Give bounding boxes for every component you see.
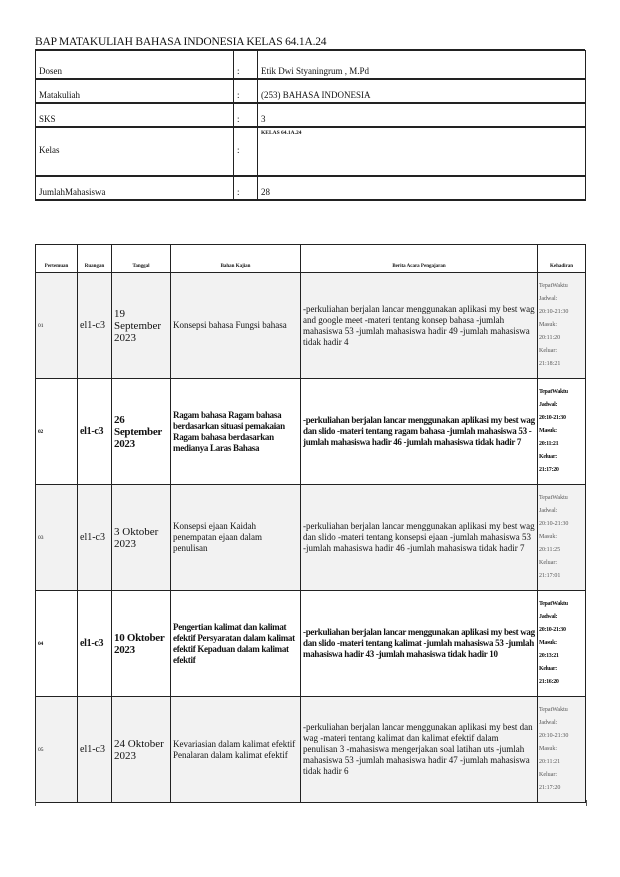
attendance-line: 21:16:20 [539, 679, 559, 685]
teaching-report: -perkuliahan berjalan lancar menggunakan aplikasi my best wag and google meet -materi tentang konsep bahasa -jumlah mahasiswa 53 -jumlah mahasiswa hadir 49 -jumlah mahasiswa tidak hadir 4 [301, 273, 538, 379]
attendance-line: Jadwal: [539, 508, 558, 514]
attendance-line: 20:13:21 [539, 653, 559, 659]
attendance-line: Jadwal: [539, 614, 558, 620]
info-label: Dosen [36, 51, 234, 79]
attendance-line: Masuk: [539, 746, 557, 752]
teaching-report: -perkuliahan berjalan lancar menggunakan aplikasi my best dan wag -materi tentang kalimat dan kalimat efektif dalam penulisan 3 -mahasiswa mengerjakan soal latihan uts -jumlah mahasiswa 53 -jumlah mahasiswa hadir 47 -jumlah mahasiswa tidak hadir 6 [301, 697, 538, 803]
meeting-number: 05 [36, 697, 78, 803]
teaching-report: -perkuliahan berjalan lancar menggunakan aplikasi my best wag dan slido -materi tentang ragam bahasa -jumlah mahasiswa 53 -jumlah mahasiswa hadir 46 -jumlah mahasiswa tidak hadir 7 [301, 379, 538, 485]
attendance [538, 697, 586, 803]
header-tanggal: Tanggal [112, 245, 171, 273]
table-row [36, 379, 586, 485]
attendance-line: 20:10-21:30 [539, 309, 569, 315]
table-header-row [36, 245, 586, 273]
room: el1-c3 [78, 697, 112, 803]
study-material: Kevariasian dalam kalimat efektif Penalaran dalam kalimat efektif [171, 697, 301, 803]
attendance-line: Keluar: [539, 772, 557, 778]
attendance-line: 20:10-21:30 [539, 627, 566, 633]
attendance-line: 21:17:20 [539, 467, 559, 473]
attendance-line: Masuk: [539, 322, 557, 328]
attendance-line: 20:11:21 [539, 759, 561, 765]
attendance [538, 591, 586, 697]
teaching-report: -perkuliahan berjalan lancar menggunakan aplikasi my best wag dan slido -materi tentang kalimat -jumlah mahasiswa 53 -jumlah mahasiswa hadir 43 -jumlah mahasiswa tidak hadir 10 [301, 591, 538, 697]
info-colon: : [234, 176, 258, 200]
attendance-line: TepatWaktu [539, 601, 568, 607]
info-label: Kelas [36, 127, 234, 176]
info-colon: : [234, 103, 258, 127]
info-value: (253) BAHASA INDONESIA [258, 79, 586, 103]
attendance-line: 21:18:21 [539, 361, 561, 367]
date: 26 September 2023 [112, 379, 171, 485]
attendance-line: 20:11:25 [539, 547, 561, 553]
meeting-records-table [35, 244, 586, 803]
info-value: KELAS 64.1A.24 [258, 127, 586, 176]
date: 10 Oktober 2023 [112, 591, 171, 697]
info-colon: : [234, 79, 258, 103]
attendance [538, 485, 586, 591]
attendance-line: Keluar: [539, 454, 557, 460]
study-material: Ragam bahasa Ragam bahasa berdasarkan situasi pemakaian Ragam bahasa berdasarkan medianya Laras Bahasa [171, 379, 301, 485]
meeting-number: 02 [36, 379, 78, 485]
date: 19 September 2023 [112, 273, 171, 379]
room: el1-c3 [78, 591, 112, 697]
attendance-line: TepatWaktu [539, 707, 568, 713]
study-material: Konsepsi bahasa Fungsi bahasa [171, 273, 301, 379]
attendance-line: 20:11:21 [539, 441, 559, 447]
info-row-sks [36, 103, 586, 127]
header-pertemuan: Pertemuan [36, 245, 78, 273]
info-value: 3 [258, 103, 586, 127]
info-value: Etik Dwi Styaningrum , M.Pd [258, 51, 586, 79]
attendance-line: Jadwal: [539, 296, 558, 302]
header-kehadiran: Kehadiran [538, 245, 586, 273]
attendance-line: 21:17:20 [539, 785, 561, 791]
info-value: 28 [258, 176, 586, 200]
study-material: Pengertian kalimat dan kalimat efektif Persyaratan dalam kalimat efektif Kepaduan dalam kalimat efektif [171, 591, 301, 697]
attendance-line: Masuk: [539, 428, 557, 434]
meeting-number: 01 [36, 273, 78, 379]
document-title: BAP MATAKULIAH BAHASA INDONESIA KELAS 64.1A.24 [35, 36, 585, 50]
room: el1-c3 [78, 273, 112, 379]
teaching-report: -perkuliahan berjalan lancar menggunakan aplikasi my best wag dan slido -materi tentang konsepsi ejaan -jumlah mahasiswa 53 -jumlah mahasiswa hadir 46 -jumlah mahasiswa tidak hadir 7 [301, 485, 538, 591]
room: el1-c3 [78, 379, 112, 485]
attendance-line: 20:10-21:30 [539, 415, 566, 421]
attendance-line: Keluar: [539, 348, 557, 354]
table-continuation [35, 800, 587, 806]
meeting-number: 04 [36, 591, 78, 697]
attendance-line: Masuk: [539, 640, 557, 646]
attendance-line: Jadwal: [539, 720, 558, 726]
info-row-jumlah-mahasiswa [36, 176, 586, 200]
attendance-line: TepatWaktu [539, 389, 568, 395]
attendance-line: Keluar: [539, 560, 557, 566]
info-colon: : [234, 51, 258, 79]
meeting-number: 03 [36, 485, 78, 591]
study-material: Konsepsi ejaan Kaidah penempatan ejaan dalam penulisan [171, 485, 301, 591]
attendance-line: Masuk: [539, 534, 557, 540]
attendance-line: Keluar: [539, 666, 557, 672]
date: 24 Oktober 2023 [112, 697, 171, 803]
info-row-kelas [36, 127, 586, 176]
info-row-dosen [36, 51, 586, 79]
table-row [36, 273, 586, 379]
room: el1-c3 [78, 485, 112, 591]
header-berita-acara: Berita Acara Pengajaran [301, 245, 538, 273]
course-info-table [35, 50, 586, 201]
attendance [538, 379, 586, 485]
attendance-line: TepatWaktu [539, 495, 568, 501]
attendance-line: 20:10-21:30 [539, 733, 569, 739]
info-label: SKS [36, 103, 234, 127]
info-label: Matakuliah [36, 79, 234, 103]
attendance-line: Jadwal: [539, 402, 558, 408]
table-row [36, 591, 586, 697]
attendance-line: TepatWaktu [539, 283, 568, 289]
info-colon: : [234, 127, 258, 176]
attendance [538, 273, 586, 379]
header-ruangan: Ruangan [78, 245, 112, 273]
attendance-line: 20:11:20 [539, 335, 561, 341]
info-row-matakuliah [36, 79, 586, 103]
table-row [36, 485, 586, 591]
attendance-line: 20:10-21:30 [539, 521, 569, 527]
attendance-line: 21:17:01 [539, 573, 561, 579]
header-bahan-kajian: Bahan Kajian [171, 245, 301, 273]
table-row [36, 697, 586, 803]
date: 3 Oktober 2023 [112, 485, 171, 591]
info-label: JumlahMahasiswa [36, 176, 234, 200]
